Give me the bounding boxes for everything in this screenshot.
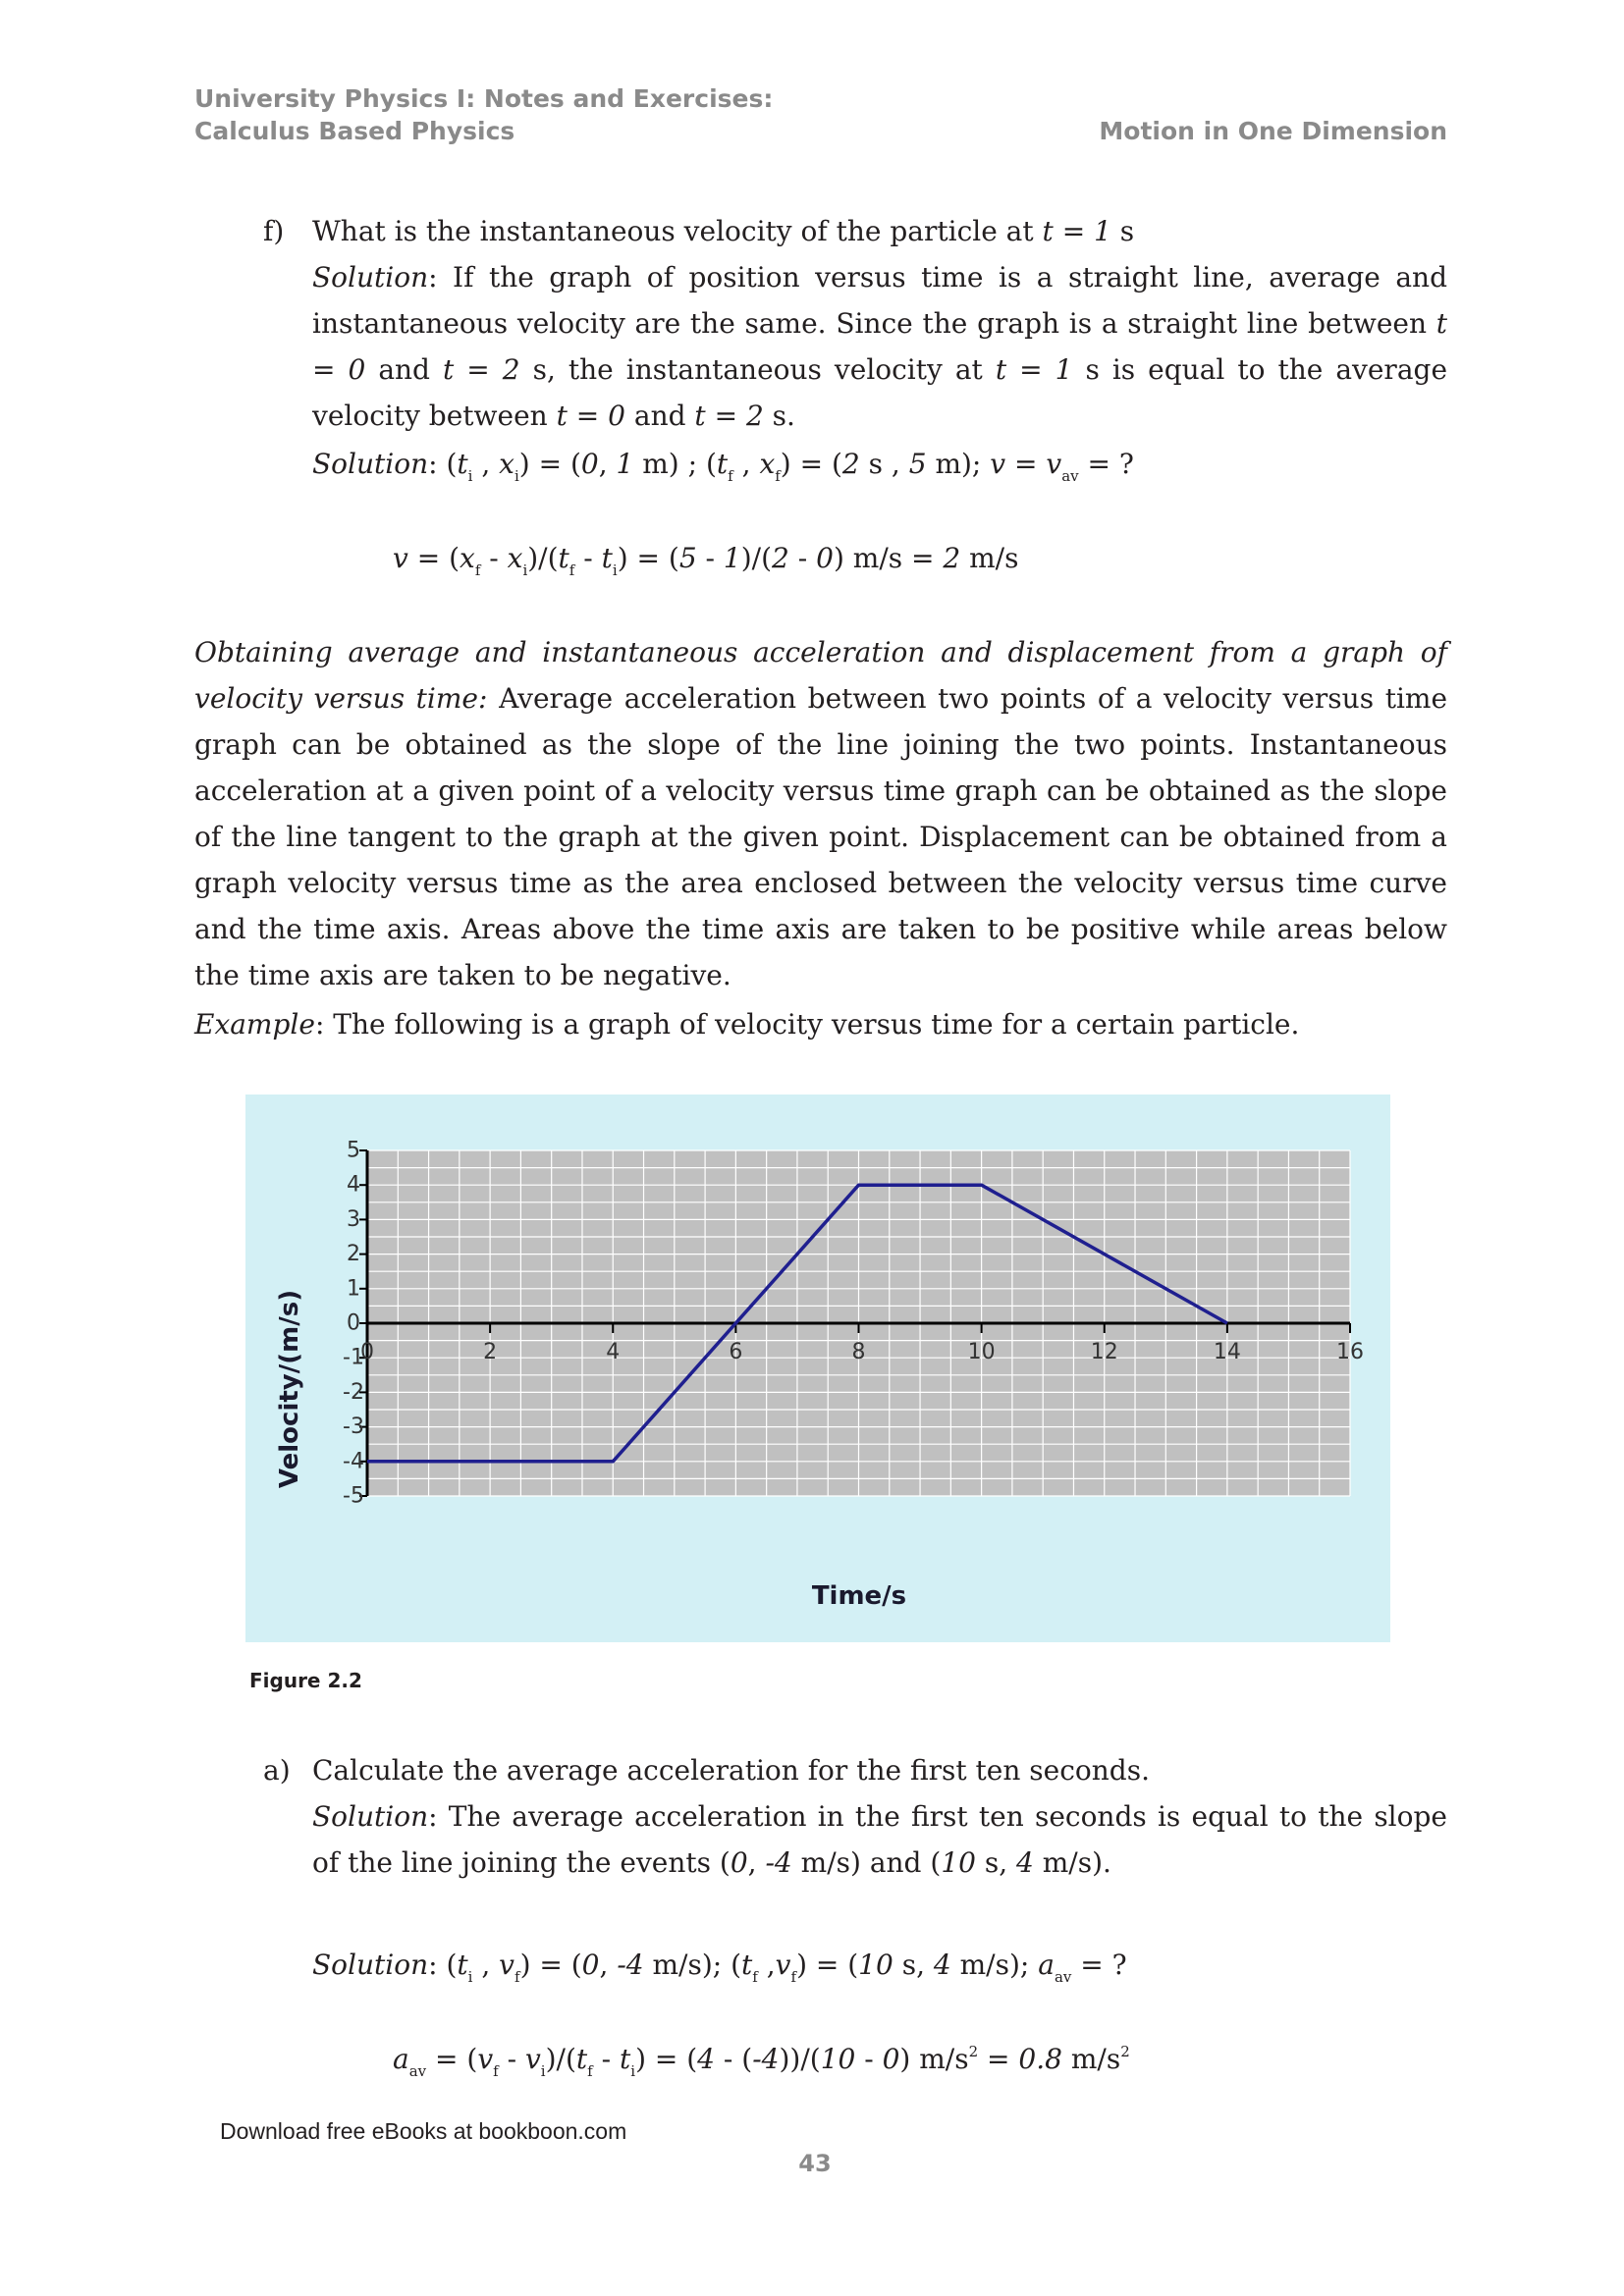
download-link[interactable]: Download free eBooks at bookboon.com [220,2118,627,2144]
example-line: Example: The following is a graph of velocity versus time for a certain particle. [194,1008,1300,1041]
y-tick-label: 5 [347,1138,360,1163]
part-a-solution: Solution: The average acceleration in the first ten seconds is equal to the slope of the line joining the events (0, -4 m/s) and (10 s, 4 m/s). [312,1800,1447,1879]
y-tick-label: -1 [343,1345,364,1370]
page-number: 43 [798,2150,832,2177]
y-tick-label: 4 [347,1172,360,1198]
figure-caption: Figure 2.2 [249,1669,362,1692]
book-title-line1: University Physics I: Notes and Exercises: [194,84,774,113]
y-tick-label: 1 [347,1276,360,1302]
y-tick-label: -2 [343,1379,364,1405]
section-body: Average acceleration between two points of a velocity versus time graph can be obtained as the slope of the line joining the two points. Instantaneous acceleration at a given point of a velocity versus time graph can be obtained as the slope of the line tangent to the graph at the given point. Displacement can be obtained from a graph velocity versus time as the area enclosed between the velocity versus time curve and the time axis. Areas above the time axis are taken to be positive while areas below the time axis are taken to be negative. [194,682,1448,991]
y-tick-label: 2 [347,1242,360,1267]
part-a-given: Solution: ($t_i$ , $v_f) = (0$, -4 m/s); ($t_f$ $,v_f) = (10$ s, 4 m/s); $a_{av}$ = ? [312,1949,1127,1986]
x-tick-label: 0 [360,1340,374,1364]
book-title [194,82,773,147]
part-a-label: a) [263,1754,291,1787]
y-tick-label: 0 [347,1310,360,1336]
part-a-block [312,1747,1447,1886]
x-tick-label: 4 [606,1340,621,1364]
part-f-question: What is the instantaneous velocity of the particle at t = 1 s [312,215,1135,247]
section-paragraph [194,629,1447,998]
part-f-equation: $v = (x_f - x_i)/(t_f - t_i) = (5 - 1)/(2 - 0) m/s = 2$ m/s [393,542,1019,579]
y-tick-label: 3 [347,1206,360,1232]
y-tick-label: -3 [343,1415,364,1440]
y-axis-label: Velocity/(m/s) [275,1289,304,1489]
x-axis-label: Time/s [811,1581,907,1611]
x-tick-label: 16 [1336,1340,1364,1364]
velocity-time-chart [245,1095,1390,1642]
example-label: Example [194,1008,315,1041]
x-tick-label: 2 [483,1340,498,1364]
x-tick-label: 10 [967,1340,996,1364]
part-a-equation: $a_{av} = (v_f - v_i)/(t_f - t_i) = (4 - (-4))/(10 - 0) m/s^2 = 0.8$ $m/s^2$ [393,2043,1130,2080]
figure-panel [245,1095,1390,1642]
example-text: The following is a graph of velocity versus time for a certain particle. [333,1008,1300,1041]
x-tick-label: 12 [1090,1340,1118,1364]
book-title-line2: Calculus Based Physics [194,117,515,145]
part-f-label: f) [263,215,285,247]
x-tick-label: 6 [729,1340,743,1364]
y-tick-label: -5 [343,1483,364,1509]
part-a-question: Calculate the average acceleration for the first ten seconds. [312,1754,1151,1787]
x-tick-label: 8 [851,1340,866,1364]
y-tick-label: -4 [343,1449,364,1474]
x-tick-label: 14 [1213,1340,1241,1364]
section-heading: Obtaining average and instantaneous acceleration and displacement from a graph of velocity versus time: [194,636,1447,715]
chapter-title: Motion in One Dimension [1099,117,1447,145]
part-f-block [312,208,1447,439]
part-f-given: Solution: ($t_i$ , $x_i) = (0$, 1 m) ; ($t_f$ , $x_f) = (2$ s , 5 m); $v = v_{av}$ = ? [312,448,1134,485]
part-f-solution: Solution: If the graph of position versus time is a straight line, average and instantaneous velocity are the same. Since the graph is a straight line between t = 0 and t = 2 s, the instantaneous velocity at t = 1 s is equal to the average velocity between t = 0 and t = 2 s. [312,261,1448,432]
